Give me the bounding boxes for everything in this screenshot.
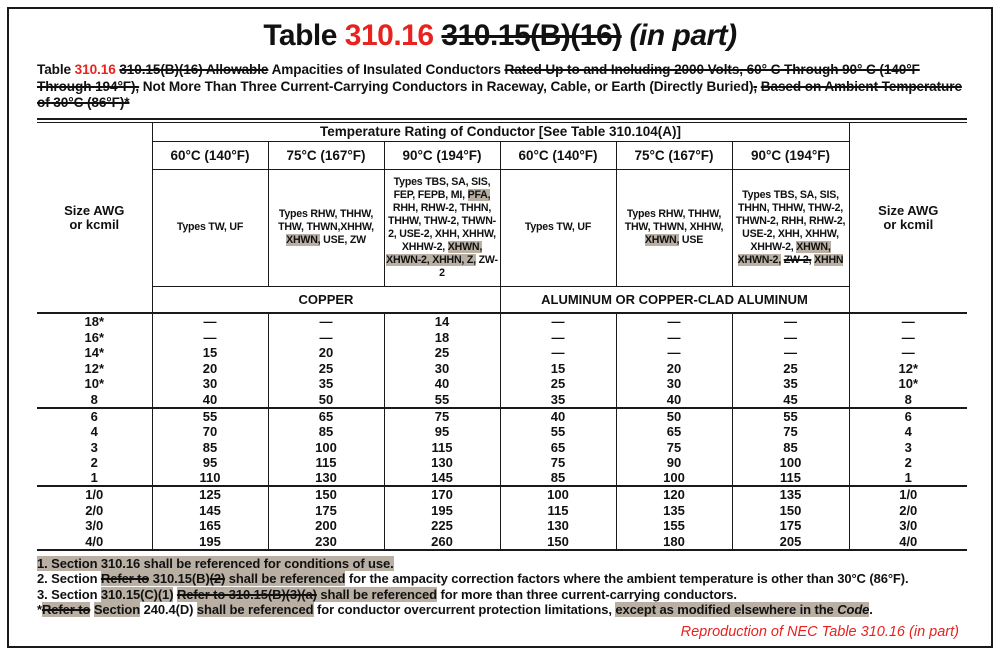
- text-segment: XHHN: [814, 253, 844, 266]
- ampacity-cell: 165: [152, 518, 268, 534]
- ampacity-cell: 40: [384, 376, 500, 392]
- text-segment: Rated Up to and Including 2000 Volts, 60° C Through 90° C (140°F Through 194°F),: [37, 62, 920, 94]
- text-segment: 310.15(B): [149, 571, 210, 587]
- top-rule: [37, 118, 967, 120]
- table-row: [37, 455, 967, 471]
- ampacity-cell: 55: [152, 408, 268, 424]
- ampacity-cell: 70: [152, 424, 268, 440]
- wire-types-cell: [152, 169, 268, 286]
- text-segment: XHWN,: [286, 234, 321, 247]
- text-segment: Types RHW, THHW, THW, THWN,XHHW,: [278, 208, 374, 234]
- ampacity-cell: 75: [616, 439, 732, 455]
- ampacity-cell: 90: [616, 455, 732, 471]
- size-cell: 2/0: [849, 502, 967, 518]
- size-cell: 18*: [37, 313, 152, 329]
- ampacity-cell: 65: [268, 408, 384, 424]
- ampacity-cell: 55: [384, 392, 500, 408]
- text-segment: Section: [93, 602, 141, 618]
- size-cell: —: [849, 345, 967, 361]
- text-segment: ZW-2,: [783, 253, 812, 266]
- size-cell: 2: [849, 455, 967, 471]
- text-segment: Table: [37, 62, 75, 77]
- ampacity-cell: 130: [384, 455, 500, 471]
- ampacity-cell: 150: [500, 534, 616, 550]
- size-cell: 10*: [84, 376, 105, 392]
- size-header-line2: or kcmil: [69, 216, 120, 232]
- temperature-rating-header: Temperature Rating of Conductor [See Table 310.104(A)]: [152, 122, 849, 141]
- ampacity-cell: —: [732, 345, 849, 361]
- text-segment: Types TBS, SA, SIS, THHN, THHW, THW-2, THWN-2, RHH, RHW-2, USE-2, XHH, XHHW, XHHW-2,: [735, 188, 846, 253]
- table-row: [37, 439, 967, 455]
- text-segment: 2. Section: [37, 571, 101, 587]
- ampacity-cell: —: [616, 329, 732, 345]
- text-segment: (2): [209, 571, 226, 587]
- material-header-aluminum: ALUMINUM OR COPPER-CLAD ALUMINUM: [500, 286, 849, 313]
- text-segment: except as modified elsewhere in the: [615, 602, 838, 618]
- table-row: [37, 392, 967, 408]
- table-row: [37, 313, 967, 329]
- ampacity-cell: 195: [152, 534, 268, 550]
- ampacity-cell: 260: [384, 534, 500, 550]
- wire-types-cell: [500, 169, 616, 286]
- table-row: [37, 376, 967, 392]
- ampacity-cell: 85: [732, 439, 849, 455]
- text-segment: XHWN, XHWN-2,: [737, 240, 831, 266]
- footnote-2: [37, 571, 965, 587]
- ampacity-cell: 120: [616, 486, 732, 502]
- text-segment: .: [869, 602, 873, 618]
- header-row-material: [37, 286, 967, 313]
- table-row: [37, 408, 967, 424]
- ampacity-cell: 40: [616, 392, 732, 408]
- ampacity-cell: 230: [268, 534, 384, 550]
- ampacity-cell: —: [732, 329, 849, 345]
- ampacity-cell: 30: [152, 376, 268, 392]
- ampacity-cell: —: [152, 313, 268, 329]
- size-cell: 8: [849, 392, 967, 408]
- text-segment: USE, ZW: [320, 234, 366, 247]
- size-cell: 12*: [84, 360, 105, 376]
- text-segment: Based on Ambient Temperature of 30°C (86°F)*: [37, 78, 962, 111]
- size-header-line1: Size AWG: [64, 202, 125, 218]
- ampacity-cell: —: [616, 345, 732, 361]
- ampacity-cell: 75: [384, 408, 500, 424]
- text-segment: ,: [753, 78, 758, 94]
- ampacity-cell: 150: [268, 486, 384, 502]
- ampacity-cell: 115: [384, 439, 500, 455]
- ampacity-cell: 155: [616, 518, 732, 534]
- wire-types-cell: [384, 169, 500, 286]
- size-cell: 4: [90, 423, 98, 439]
- ampacity-cell: 40: [500, 408, 616, 424]
- ampacity-cell: 115: [732, 470, 849, 486]
- text-segment: shall be referenced: [225, 571, 346, 587]
- ampacity-cell: 75: [732, 424, 849, 440]
- ampacity-cell: 20: [152, 360, 268, 376]
- ampacity-cell: 175: [732, 518, 849, 534]
- ampacity-cell: 30: [616, 376, 732, 392]
- text-segment: for the ampacity correction factors where the ambient temperature is other than 30°C (86°F).: [345, 571, 909, 587]
- text-segment: USE: [679, 234, 704, 247]
- text-segment: XHWN, XHWN-2, XHHN, Z,: [386, 240, 483, 266]
- ampacity-cell: 35: [500, 392, 616, 408]
- ampacity-cell: 25: [384, 345, 500, 361]
- temp-header: 90°C (194°F): [732, 141, 849, 169]
- text-segment: 310.15(B)(16): [441, 19, 622, 52]
- document-frame: [7, 7, 993, 648]
- ampacity-cell: 200: [268, 518, 384, 534]
- ampacity-cell: 100: [616, 470, 732, 486]
- text-segment: XHWN,: [644, 234, 680, 247]
- size-cell: 4/0: [37, 534, 152, 550]
- ampacity-cell: 85: [500, 470, 616, 486]
- ampacity-cell: —: [616, 313, 732, 329]
- wire-types-cell: [616, 169, 732, 286]
- size-cell: 2: [90, 455, 98, 471]
- text-segment: [622, 19, 630, 52]
- text-segment: Code: [837, 602, 870, 618]
- ampacity-table: [37, 122, 967, 551]
- ampacity-cell: 30: [384, 360, 500, 376]
- text-segment: 1. Section 310.16 shall be referenced for conditions of use.: [37, 555, 394, 571]
- size-cell: 2/0: [85, 502, 104, 518]
- ampacity-cell: 85: [268, 424, 384, 440]
- size-cell: 6: [849, 408, 967, 424]
- page-title: [9, 19, 991, 53]
- header-row-span: [37, 122, 967, 141]
- ampacity-cell: 15: [500, 360, 616, 376]
- text-segment: ZW-2: [439, 253, 498, 279]
- ampacity-cell: 95: [152, 455, 268, 471]
- text-segment: Types TW, UF: [176, 221, 244, 234]
- size-cell: 3/0: [849, 518, 967, 534]
- text-segment: Table: [263, 19, 345, 52]
- ampacity-cell: 65: [616, 424, 732, 440]
- ampacity-cell: 100: [732, 455, 849, 471]
- size-cell: 12*: [849, 360, 967, 376]
- footnote-3: [37, 587, 965, 603]
- size-cell: 16*: [84, 329, 105, 345]
- ampacity-cell: 145: [152, 502, 268, 518]
- text-segment: 310.15(C)(1): [100, 586, 174, 602]
- size-cell: 10*: [849, 376, 967, 392]
- size-cell: 3/0: [85, 518, 104, 534]
- ampacity-cell: 25: [500, 376, 616, 392]
- size-cell: —: [849, 329, 967, 345]
- ampacity-cell: 35: [732, 376, 849, 392]
- text-segment: RHH, RHW-2, THHN, THHW, THW-2, THWN-2, USE-2, XHH, XHHW, XHHW-2,: [388, 201, 496, 253]
- ampacity-cell: 85: [152, 439, 268, 455]
- ampacity-cell: 130: [268, 470, 384, 486]
- wire-types-cell: [732, 169, 849, 286]
- ampacity-cell: 50: [268, 392, 384, 408]
- ampacity-cell: 65: [500, 439, 616, 455]
- temp-header: 60°C (140°F): [500, 141, 616, 169]
- table-caption: [37, 62, 965, 112]
- footnote-1: [37, 556, 965, 572]
- ampacity-cell: 15: [152, 345, 268, 361]
- text-segment: Refer to: [100, 571, 150, 587]
- ampacity-cell: 75: [500, 455, 616, 471]
- ampacity-cell: 115: [268, 455, 384, 471]
- ampacity-cell: 35: [268, 376, 384, 392]
- ampacity-cell: 25: [732, 360, 849, 376]
- footnote-asterisk: [37, 602, 965, 618]
- text-segment: Types TBS, SA, SIS, FEP, FEPB, MI,: [393, 175, 491, 201]
- size-cell: 1: [90, 470, 98, 486]
- text-segment: Refer to: [41, 602, 91, 618]
- reproduction-credit: Reproduction of NEC Table 310.16 (in part): [680, 624, 959, 640]
- ampacity-cell: 45: [732, 392, 849, 408]
- ampacity-cell: —: [268, 329, 384, 345]
- text-segment: for conductor overcurrent protection limitations,: [313, 602, 616, 618]
- text-segment: Types RHW, THHW, THW, THWN, XHHW,: [624, 208, 724, 234]
- table-row: [37, 486, 967, 502]
- size-cell: 6: [37, 408, 152, 424]
- temp-header: 75°C (167°F): [268, 141, 384, 169]
- ampacity-cell: 25: [268, 360, 384, 376]
- text-segment: shall be referenced: [196, 602, 314, 618]
- table-row: [37, 518, 967, 534]
- text-segment: 310.15(B)(16) Allowable: [119, 62, 269, 77]
- ampacity-cell: 135: [616, 502, 732, 518]
- ampacity-cell: —: [500, 345, 616, 361]
- ampacity-cell: 145: [384, 470, 500, 486]
- text-segment: PFA,: [467, 188, 491, 201]
- ampacity-cell: 95: [384, 424, 500, 440]
- size-cell: 14*: [84, 345, 105, 361]
- table-row: [37, 360, 967, 376]
- ampacity-cell: 14: [384, 313, 500, 329]
- header-row-types: [37, 169, 967, 286]
- ampacity-cell: 115: [500, 502, 616, 518]
- ampacity-cell: 225: [384, 518, 500, 534]
- ampacity-cell: 18: [384, 329, 500, 345]
- size-cell: 1/0: [37, 486, 152, 502]
- size-header-line2: or kcmil: [883, 216, 934, 232]
- ampacity-cell: 100: [268, 439, 384, 455]
- ampacity-cell: 125: [152, 486, 268, 502]
- size-awg-header-right: [849, 122, 967, 313]
- ampacity-cell: —: [500, 329, 616, 345]
- text-segment: shall be referenced: [316, 586, 437, 602]
- wire-types-cell: [268, 169, 384, 286]
- temp-header: 90°C (194°F): [384, 141, 500, 169]
- ampacity-cell: —: [732, 313, 849, 329]
- ampacity-cell: 135: [732, 486, 849, 502]
- table-row: [37, 470, 967, 486]
- ampacity-cell: 20: [616, 360, 732, 376]
- table-row: [37, 329, 967, 345]
- text-segment: for more than three current-carrying conductors.: [436, 586, 737, 602]
- ampacity-cell: 40: [152, 392, 268, 408]
- text-segment: Refer to 310.15(B)(3)(a): [176, 586, 317, 602]
- text-segment: 310.16: [74, 62, 116, 77]
- ampacity-cell: 100: [500, 486, 616, 502]
- ampacity-cell: 110: [152, 470, 268, 486]
- table-row: [37, 424, 967, 440]
- text-segment: (in part): [629, 19, 737, 52]
- ampacity-cell: 55: [732, 408, 849, 424]
- ampacity-cell: 180: [616, 534, 732, 550]
- ampacity-cell: 170: [384, 486, 500, 502]
- ampacity-cell: 150: [732, 502, 849, 518]
- footnotes: [37, 556, 965, 618]
- size-cell: 4: [849, 424, 967, 440]
- text-segment: 310.16: [344, 19, 434, 52]
- ampacity-cell: 50: [616, 408, 732, 424]
- ampacity-cell: 175: [268, 502, 384, 518]
- text-segment: Not More Than Three Current-Carrying Conductors in Raceway, Cable, or Earth (Directly Buried): [139, 78, 754, 94]
- temp-header: 60°C (140°F): [152, 141, 268, 169]
- header-row-temps: [37, 141, 967, 169]
- ampacity-cell: 195: [384, 502, 500, 518]
- ampacity-cell: 20: [268, 345, 384, 361]
- table-row: [37, 345, 967, 361]
- size-awg-header-left: [37, 122, 152, 313]
- temp-header: 75°C (167°F): [616, 141, 732, 169]
- material-header-copper: COPPER: [152, 286, 500, 313]
- size-cell: 8: [90, 391, 98, 407]
- text-segment: Types TW, UF: [524, 221, 592, 234]
- ampacity-cell: —: [268, 313, 384, 329]
- table-row: [37, 502, 967, 518]
- ampacity-cell: —: [500, 313, 616, 329]
- ampacity-cell: 130: [500, 518, 616, 534]
- ampacity-cell: 55: [500, 424, 616, 440]
- size-cell: 4/0: [849, 534, 967, 550]
- table-row: [37, 534, 967, 550]
- size-cell: 1: [849, 470, 967, 486]
- size-header-line1: Size AWG: [878, 202, 939, 218]
- table-body: [37, 313, 967, 549]
- size-cell: 3: [849, 439, 967, 455]
- text-segment: Ampacities of Insulated Conductors: [268, 62, 505, 77]
- ampacity-cell: —: [152, 329, 268, 345]
- ampacity-cell: 205: [732, 534, 849, 550]
- size-cell: 1/0: [849, 486, 967, 502]
- size-cell: 3: [90, 439, 98, 455]
- text-segment: *: [37, 602, 42, 618]
- text-segment: 3. Section: [37, 586, 101, 602]
- size-cell: —: [849, 313, 967, 329]
- text-segment: 240.4(D): [140, 602, 197, 618]
